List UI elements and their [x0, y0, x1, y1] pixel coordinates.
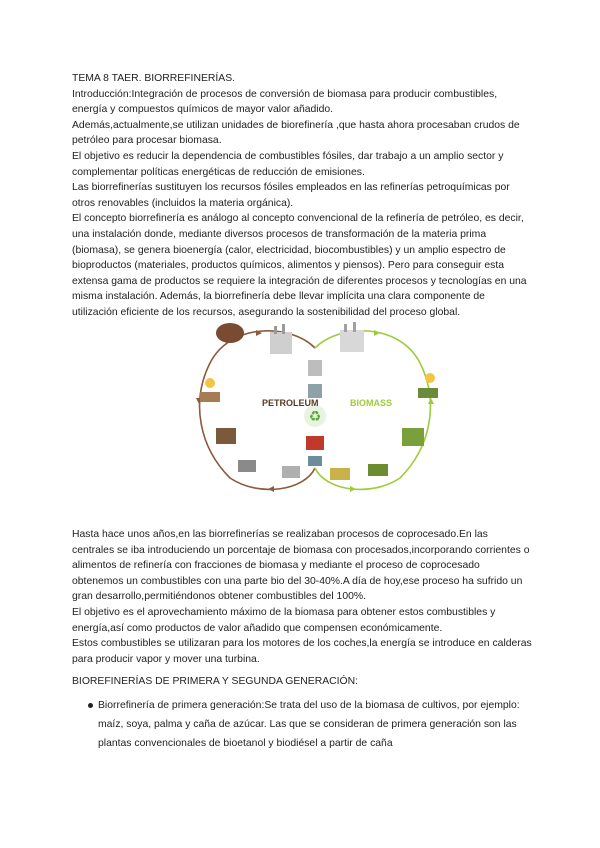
biorefinery-icon: [340, 322, 364, 352]
processing-icon: [308, 384, 322, 398]
biomass-transport-icon: [330, 468, 350, 480]
body-paragraph: Estos combustibles se utilizaran para los motores de los coches,la energía se introduce en calderas para producir vapor y mover una turbina.: [72, 638, 532, 665]
pump-icon: [238, 460, 256, 472]
storage-tank-icon: [308, 360, 322, 376]
sun-icon: [205, 378, 215, 388]
intro-paragraph: Introducción:Integración de procesos de conversión de biomasa para producir combustibles, energía y compuestos químicos de mayor valor añadido.: [72, 88, 498, 116]
vehicle-icon: [308, 456, 322, 466]
crop-icon: [402, 428, 424, 446]
sun-icon: [425, 373, 435, 383]
petroleum-label: PETROLEUM: [262, 398, 319, 408]
arrow-icon: [428, 398, 434, 404]
intro-block: [72, 71, 532, 321]
recycle-icon: ♻: [308, 409, 322, 425]
crude-oil-icon: [216, 323, 244, 343]
transport-icon: [282, 466, 300, 478]
ground-icon: [200, 392, 220, 402]
harvest-icon: [368, 464, 388, 476]
arrow-icon: [268, 486, 274, 492]
biorefinery-cycle-diagram: [190, 318, 440, 498]
bullet-icon: [88, 703, 93, 708]
refinery-icon: [270, 324, 292, 354]
field-icon: [418, 388, 438, 398]
list-item-text: Biorrefinería de primera generación:Se trata del uso de la biomasa de cultivos, por ejemplo: maíz, soya, palma y caña de azúcar. Las que se consideran de primera generación son las plantas convencionales de bioetanol y biodiésel a partir de caña: [98, 700, 520, 749]
body-paragraph: El objetivo es el aprovechamiento máximo de la biomasa para obtener estos combustibles y energía,así como productos de valor añadido que compensen económicamente.: [72, 606, 496, 634]
section-heading: BIOREFINERÍAS DE PRIMERA Y SEGUNDA GENERACIÓN:: [72, 676, 358, 687]
body-paragraph: Hasta hace unos años,en las biorrefinerías se realizaban procesos de coprocesado.En las centrales se iba introduciendo un porcentaje de biomasa con procesados,incorporando corrientes o alimentos de refinería con fracciones de biomasa y mediante el proceso de coprocesado obtenemos un combustibles con una parte bio del 30-40%.A día de hoy,ese proceso ha sufrido un gran desarrollo,permitiéndonos obtener combustibles del 100%.: [72, 529, 530, 603]
bullet-list: [72, 696, 532, 753]
arrow-icon: [374, 330, 380, 336]
page-heading: TEMA 8 TAER. BIORREFINERÍAS.: [72, 73, 236, 84]
arrow-icon: [350, 486, 356, 492]
petroleum-loop: [200, 331, 315, 490]
coprocessing-block: [72, 527, 532, 667]
oil-well-icon: [216, 428, 236, 444]
intro-paragraph: Las biorrefinerías sustituyen los recursos fósiles empleados en las refinerías petroquímicas por otros renovables (incluidos la materia orgánica).: [72, 182, 510, 209]
list-item: [72, 696, 532, 753]
intro-paragraph: El concepto biorrefinería es análogo al concepto convencional de la refinería de petróleo, es decir, una instalación donde, mediante diversos procesos de transformación de la materia prima (biomasa), se genera bioenergía (calor, electricidad, biocombustibles) y un amplio espectro de bioproductos (materiales, productos químicos, alimentos y piensos). Pero para conseguir esta extensa gama de productos se requiere la integración de diferentes procesos y tecnologías en una misma instalación. Además, la biorrefinería debe llevar implícita una clara componente de utilización eficiente de los recursos, asegurando la sostenibilidad del proceso global.: [72, 213, 527, 318]
factory-icon: [306, 436, 324, 450]
intro-paragraph: Además,actualmente,se utilizan unidades de biorefinería ,que hasta ahora procesaban crudos de petróleo para procesar biomasa.: [72, 119, 520, 147]
intro-paragraph: El objetivo es reducir la dependencia de combustibles fósiles, dar trabajo a un amplio sector y complementar políticas energéticas de reducción de emisiones.: [72, 150, 504, 178]
biomass-label: BIOMASS: [350, 398, 393, 408]
